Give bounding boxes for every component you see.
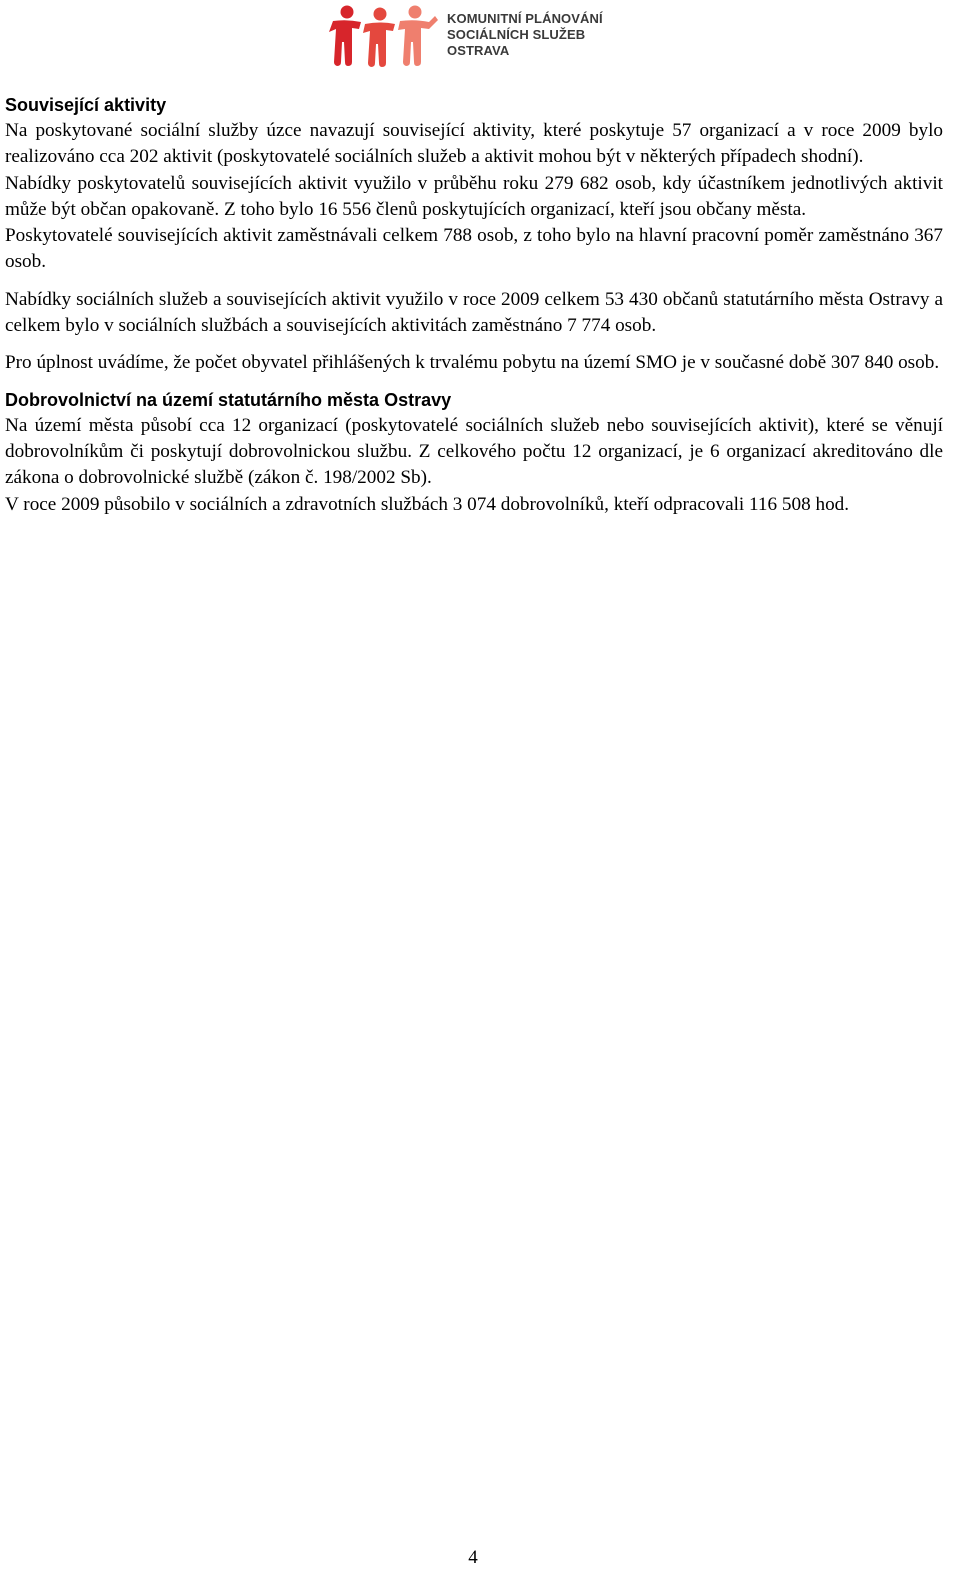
paragraph-total-users: Nabídky sociálních služeb a souvisejících aktivit využilo v roce 2009 celkem 53 430 občanů statutárního města Ostravy a celkem bylo v sociálních službách a souvisejících aktivitách zaměstnáno 7 774 osob. xyxy=(5,288,943,337)
paragraph-related-activities-users: Nabídky poskytovatelů souvisejících aktivit využilo v průběhu roku 279 682 osob, kdy účastníkem jednotlivých aktivit může být občan opakovaně. Z toho bylo 16 556 členů poskytujících organizací, kteří jsou občany města. xyxy=(5,172,943,220)
people-figures-logo-icon xyxy=(325,2,440,68)
paragraph-related-activities-employees: Poskytovatelé souvisejících aktivit zaměstnávali celkem 788 osob, z toho bylo na hlavní pracovní poměr zaměstnáno 367 osob. xyxy=(5,225,943,273)
logo-text-line3: OSTRAVA xyxy=(447,43,510,58)
section-heading-related-activities: Související aktivity xyxy=(5,95,167,115)
section-heading-volunteering: Dobrovolnictví na území statutárního města Ostravy xyxy=(5,389,452,410)
logo-text xyxy=(447,11,603,59)
paragraph-volunteering-hours: V roce 2009 působilo v sociálních a zdravotních službách 3 074 dobrovolníků, kteří odpracovali 116 508 hod. xyxy=(5,493,850,515)
document-body xyxy=(5,92,943,518)
page-number: 4 xyxy=(468,1547,478,1568)
logo-text-line1: KOMUNITNÍ PLÁNOVÁNÍ xyxy=(447,11,603,26)
paragraph-volunteering-organizations: Na území města působí cca 12 organizací (poskytovatelé sociálních služeb nebo souvisejících aktivit), které se věnují dobrovolníkům či poskytují dobrovolnickou službu. Z celkového počtu 12 organizací, je 6 organizací akreditováno dle zákona o dobrovolnické službě (zákon č. 198/2002 Sb). xyxy=(5,414,943,489)
paragraph-related-activities-intro: Na poskytované sociální služby úzce navazují související aktivity, které poskytuje 57 organizací a v roce 2009 bylo realizováno cca 202 aktivit (poskytovatelé sociálních služeb a aktivit mohou být v některých případech shodní). xyxy=(5,120,943,168)
header-logo xyxy=(325,2,625,68)
logo-text-line2: SOCIÁLNÍCH SLUŽEB xyxy=(447,27,586,42)
paragraph-population: Pro úplnost uvádíme, že počet obyvatel přihlášených k trvalému pobytu na území SMO je v současné době 307 840 osob. xyxy=(5,352,940,374)
